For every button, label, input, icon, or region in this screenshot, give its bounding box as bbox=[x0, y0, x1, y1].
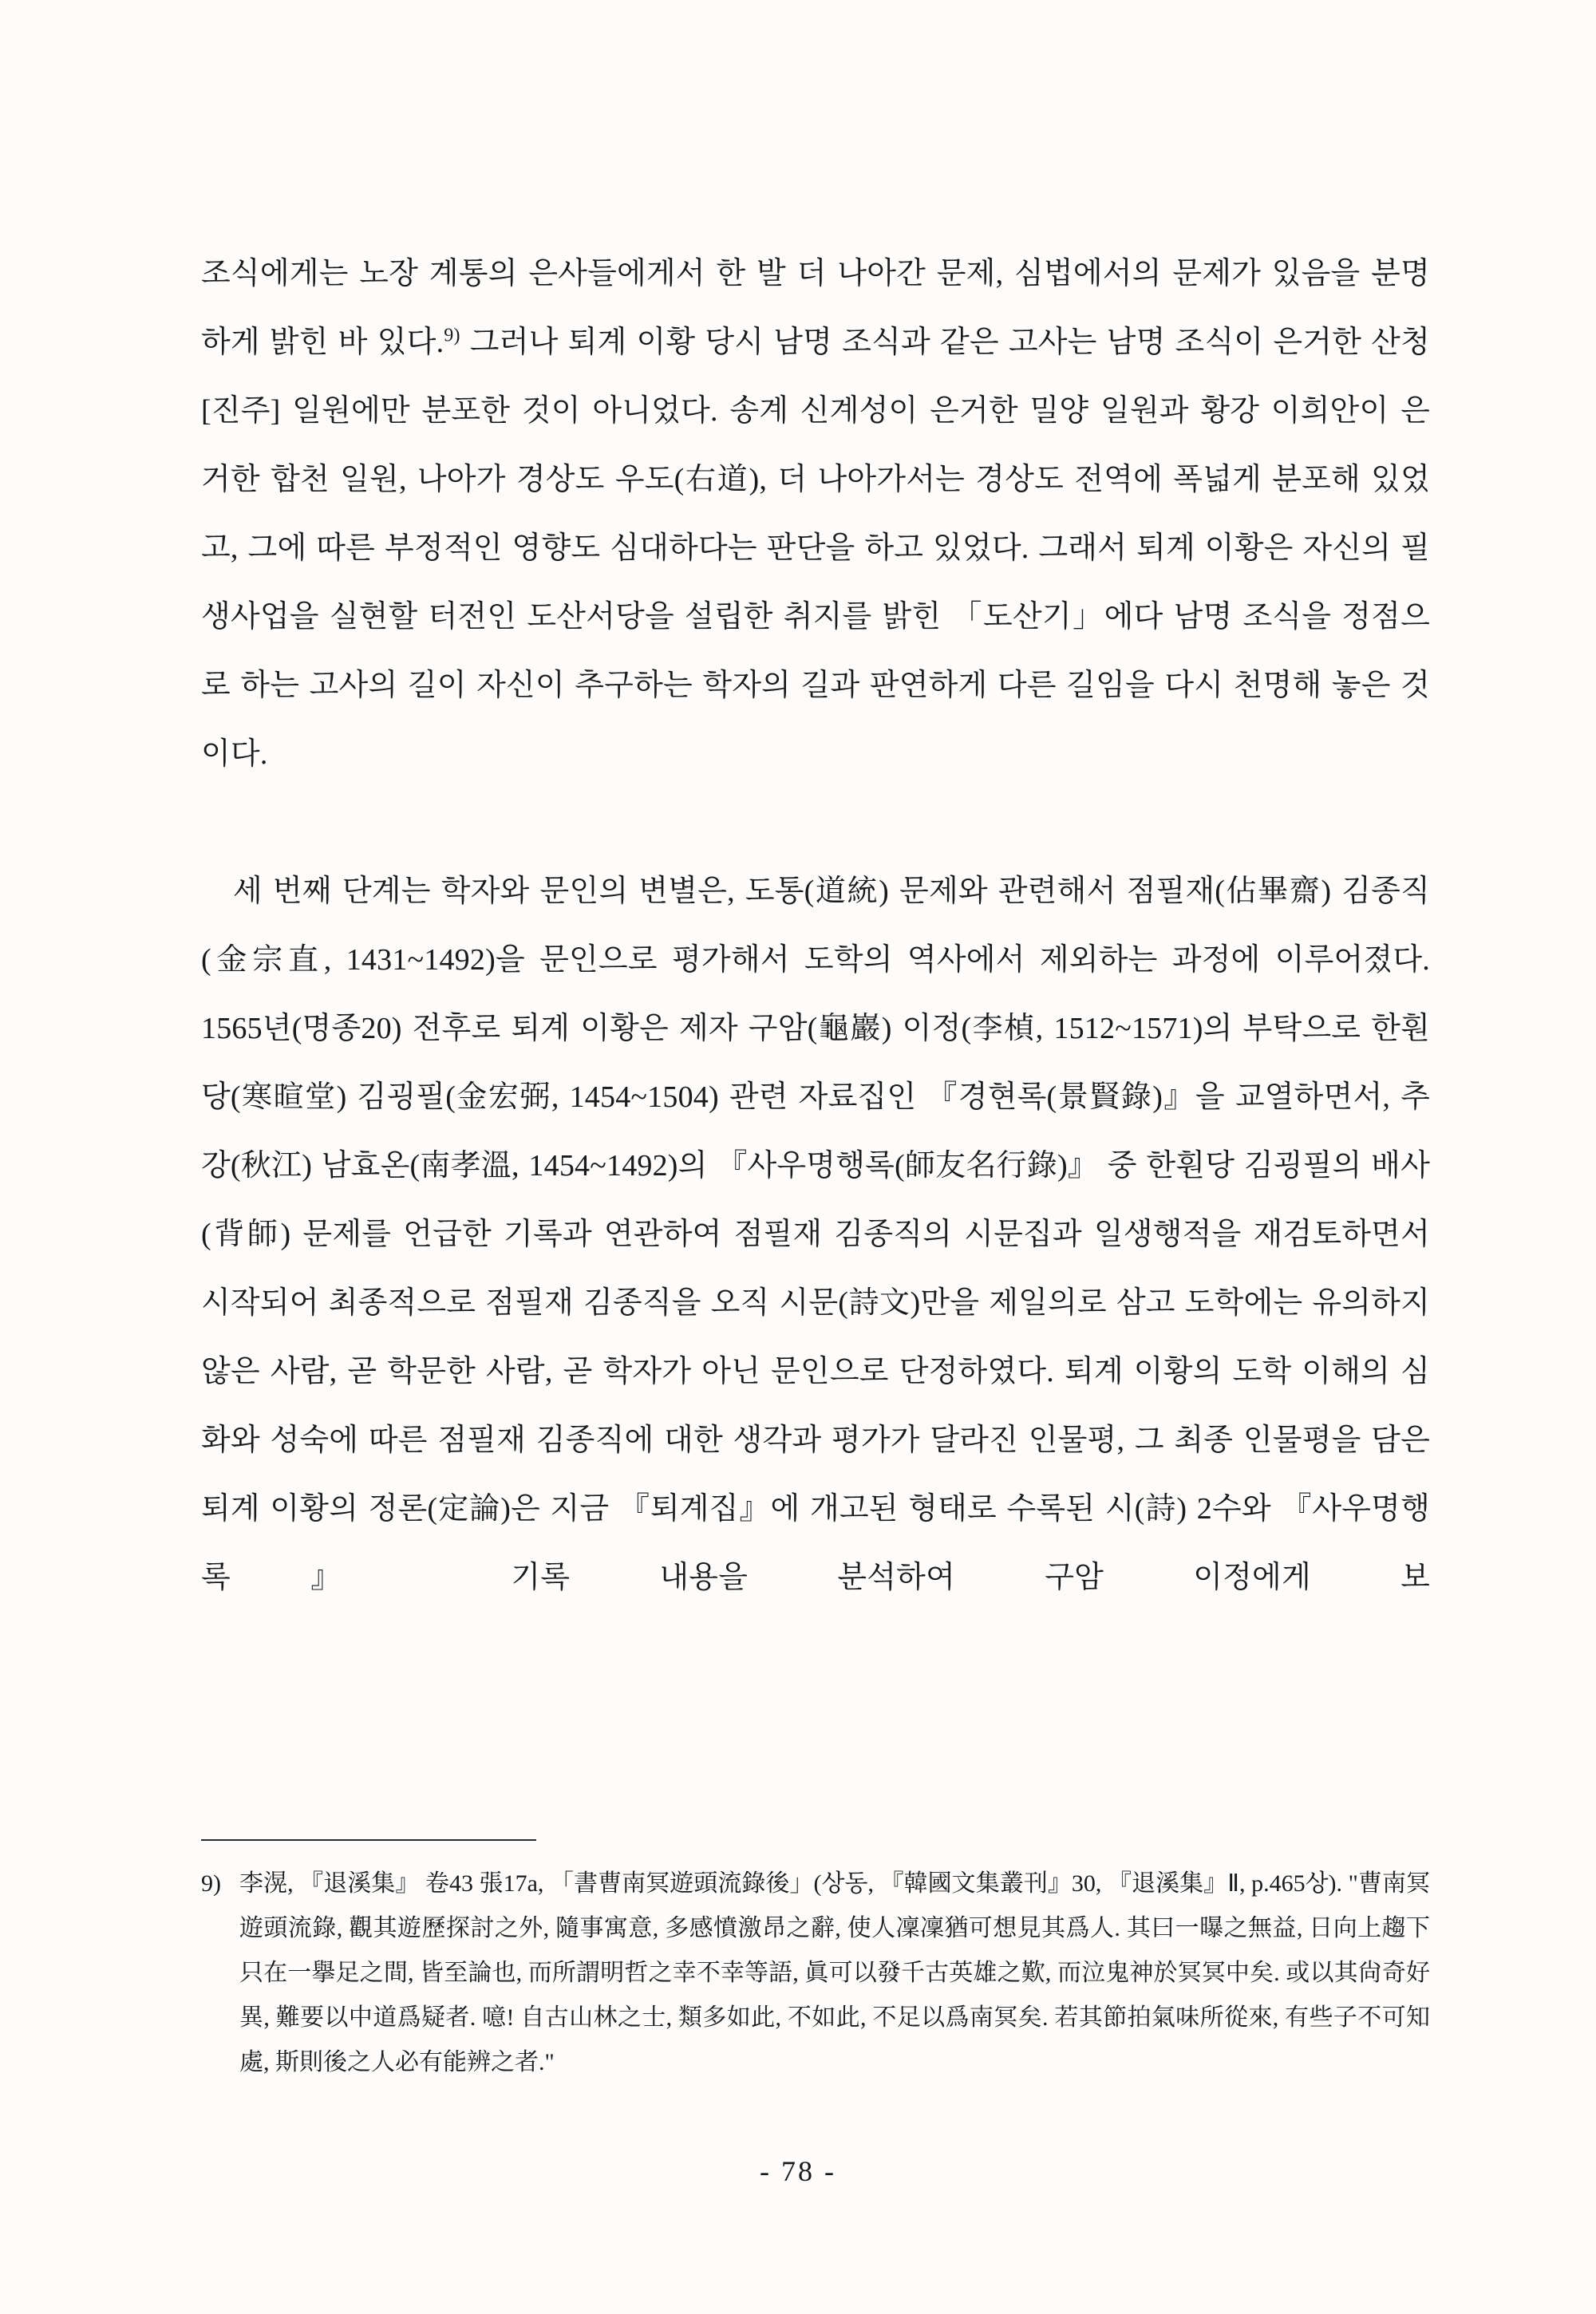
paragraph-1 bbox=[201, 239, 1430, 857]
footnote-item bbox=[201, 1862, 1430, 2085]
footnote-reference-9[interactable]: 9) bbox=[444, 325, 460, 346]
footnote-text: 李滉, 『退溪集』 卷43 張17a, 「書曹南冥遊頭流錄後」(상동, 『韓國文集叢刊』30, 『退溪集』Ⅱ, p.465상). "曹南冥遊頭流錄, 觀其遊歷探討之外, 隨事寓意, 多感憤激昂之辭, 使人凜凜猶可想見其爲人. 其曰一曝之無益, 日向上趨下只在一擧足之間, 皆至論也, 而所謂明哲之幸不幸等語, 眞可以發千古英雄之歎, 而泣鬼神於冥冥中矣. 或以其尙奇好異, 難要以中道爲疑者. 噫! 自古山林之士, 類多如此, 不如此, 不足以爲南冥矣. 若其節拍氣味所從來, 有些子不可知處, 斯則後之人必有能辨之者." bbox=[239, 1870, 1430, 2075]
page-body bbox=[201, 239, 1430, 1680]
paragraph-1-text-after-footnote: 그러나 퇴계 이황 당시 남명 조식과 같은 고사는 남명 조식이 은거한 산청[진주] 일원에만 분포한 것이 아니었다. 송계 신계성이 은거한 밀양 일원과 황강 이희안이 은거한 합천 일원, 나아가 경상도 우도(右道), 더 나아가서는 경상도 전역에 폭넓게 분포해 있었고, 그에 따른 부정적인 영향도 심대하다는 판단을 하고 있었다. 그래서 퇴계 이황은 자신의 필생사업을 실현할 터전인 도산서당을 설립한 취지를 밝힌 「도산기」에다 남명 조식을 정점으로 하는 고사의 길이 자신이 추구하는 학자의 길과 판연하게 다른 길임을 다시 천명해 놓은 것이다. bbox=[201, 326, 1431, 771]
footnote-area bbox=[201, 1839, 1430, 2085]
paragraph-2: 세 번째 단계는 학자와 문인의 변별은, 도통(道統) 문제와 관련해서 점필재(佔畢齋) 김종직(金宗直, 1431~1492)을 문인으로 평가해서 도학의 역사에서 제외하는 과정에 이루어졌다. 1565년(명종20) 전후로 퇴계 이황은 제자 구암(龜巖) 이정(李楨, 1512~1571)의 부탁으로 한훤당(寒暄堂) 김굉필(金宏弼, 1454~1504) 관련 자료집인 『경현록(景賢錄)』을 교열하면서, 추강(秋江) 남효온(南孝溫, 1454~1492)의 『사우명행록(師友名行錄)』 중 한훤당 김굉필의 배사(背師) 문제를 언급한 기록과 연관하여 점필재 김종직의 시문집과 일생행적을 재검토하면서 시작되어 최종적으로 점필재 김종직을 오직 시문(詩文)만을 제일의로 삼고 도학에는 유의하지 않은 사람, 곧 학문한 사람, 곧 학자가 아닌 문인으로 단정하였다. 퇴계 이황의 도학 이해의 심화와 성숙에 따른 점필재 김종직에 대한 생각과 평가가 달라진 인물평, 그 최종 인물평을 담은 퇴계 이황의 정론(定論)은 지금 『퇴계집』에 개고된 형태로 수록된 시(詩) 2수와 『사우명행록』 기록 내용을 분석하여 구암 이정에게 보 bbox=[201, 875, 1430, 1594]
footnote-marker: 9) bbox=[201, 1870, 221, 1897]
page-number: - 78 - bbox=[760, 2155, 836, 2187]
paragraph-1-text-before-footnote: 조식에게는 노장 계통의 은사들에게서 한 발 더 나아간 문제, 심법에서의 문제가 있음을 분명하게 밝힌 바 있다. bbox=[201, 257, 1430, 359]
footnote-separator-rule bbox=[201, 1839, 536, 1841]
